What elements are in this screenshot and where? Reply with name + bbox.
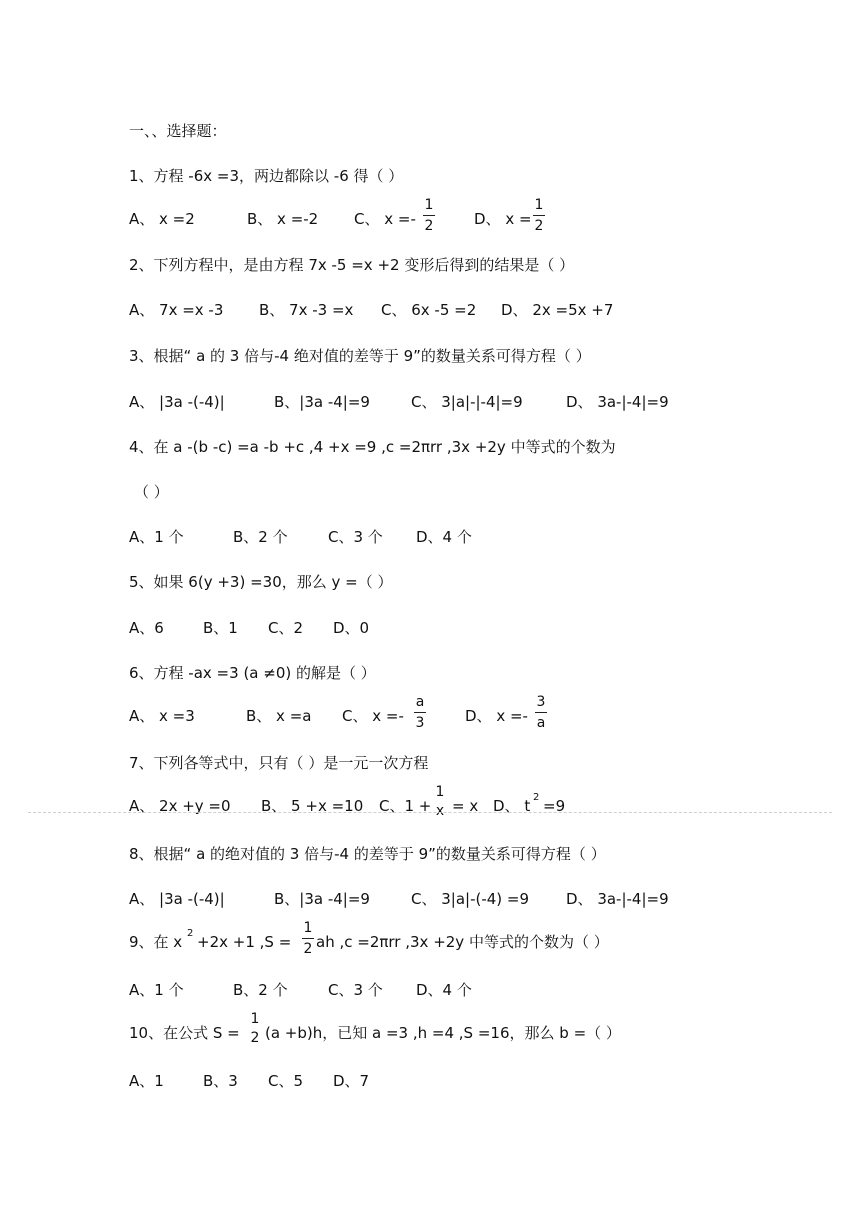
- question-2-stem: 2、下列方程中，是由方程 7x -5 =x +2 变形后得到的结果是（ ）: [129, 256, 575, 274]
- fraction: a 3: [415, 694, 425, 731]
- fraction: 1 2: [250, 1011, 260, 1046]
- option-b: B、 x =-2: [247, 210, 319, 228]
- option-d: D、4 个: [416, 528, 472, 546]
- option-d: D、4 个: [416, 981, 472, 999]
- option-a: A、 |3a -(-4)|: [129, 890, 225, 908]
- question-1-stem: 1、方程 -6x =3，两边都除以 -6 得（ ）: [129, 167, 404, 185]
- question-5-stem: 5、如果 6(y +3) =30，那么 y =（ ）: [129, 573, 393, 591]
- option-c: C、 3|a|-(-4) =9: [411, 890, 530, 908]
- question-7-stem: 7、下列各等式中，只有（ ）是一元一次方程: [129, 754, 429, 772]
- option-a: A、 |3a -(-4)|: [129, 393, 225, 411]
- option-d: D、 2x =5x +7: [501, 301, 614, 319]
- option-b: B、 7x -3 =x: [259, 301, 354, 319]
- fraction: 3 a: [536, 694, 546, 731]
- option-a: A、1 个: [129, 528, 184, 546]
- option-d: D、 3a-|-4|=9: [566, 890, 669, 908]
- option-c: C、3 个: [328, 981, 383, 999]
- option-b: B、|3a -4|=9: [274, 890, 370, 908]
- exponent: 2: [187, 928, 194, 939]
- question-4-stem: 4、在 a -(b -c) =a -b +c ,4 +x =9 ,c =2πrr ,3x +2y 中等式的个数为: [129, 438, 616, 456]
- option-a: A、1 个: [129, 981, 184, 999]
- option-c: C、 3|a|-|-4|=9: [411, 393, 523, 411]
- option-a: A、1: [129, 1072, 164, 1090]
- fraction: 1 2: [534, 197, 544, 234]
- option-b: B、 x =a: [246, 707, 312, 725]
- question-8-stem: 8、根据“ a 的绝对值的 3 倍与-4 的差等于 9”的数量关系可得方程（ ）: [129, 845, 606, 863]
- question-3-stem: 3、根据“ a 的 3 倍与-4 绝对值的差等于 9”的数量关系可得方程（ ）: [129, 347, 591, 365]
- option-a: A、 7x =x -3: [129, 301, 224, 319]
- option-b: B、3: [203, 1072, 238, 1090]
- option-c: C、 x =-: [354, 210, 416, 228]
- option-d: D、 t: [493, 797, 531, 815]
- fraction: 1 2: [424, 197, 434, 234]
- option-b: B、 5 +x =10: [261, 797, 364, 815]
- section-title: 一、、选择题：: [129, 122, 227, 140]
- option-d: D、 3a-|-4|=9: [566, 393, 669, 411]
- option-b: B、1: [203, 619, 238, 637]
- fraction: 1 2: [303, 920, 313, 957]
- option-d: D、 x =: [474, 210, 532, 228]
- option-c-rhs: = x: [452, 797, 479, 815]
- option-a: A、 x =2: [129, 210, 195, 228]
- option-b: B、2 个: [233, 981, 288, 999]
- option-d: D、7: [333, 1072, 370, 1090]
- option-d-rhs: =9: [543, 797, 566, 815]
- question-6-stem: 6、方程 -ax =3 (a ≠0) 的解是（ ）: [129, 664, 376, 682]
- option-c: C、2: [268, 619, 304, 637]
- option-d: D、 x =-: [465, 707, 528, 725]
- fraction: 1 x: [435, 784, 445, 819]
- option-c: C、3 个: [328, 528, 383, 546]
- option-b: B、|3a -4|=9: [274, 393, 370, 411]
- dashed-divider: [28, 812, 832, 813]
- option-c: C、 x =-: [342, 707, 404, 725]
- option-d: D、0: [333, 619, 370, 637]
- question-4-stem-cont: （ ）: [134, 483, 169, 501]
- option-c: C、 6x -5 =2: [381, 301, 477, 319]
- option-a: A、 2x +y =0: [129, 797, 231, 815]
- option-c: C、1 +: [379, 797, 432, 815]
- option-c: C、5: [268, 1072, 304, 1090]
- option-a: A、6: [129, 619, 164, 637]
- exponent: 2: [533, 792, 540, 803]
- option-a: A、 x =3: [129, 707, 195, 725]
- option-b: B、2 个: [233, 528, 288, 546]
